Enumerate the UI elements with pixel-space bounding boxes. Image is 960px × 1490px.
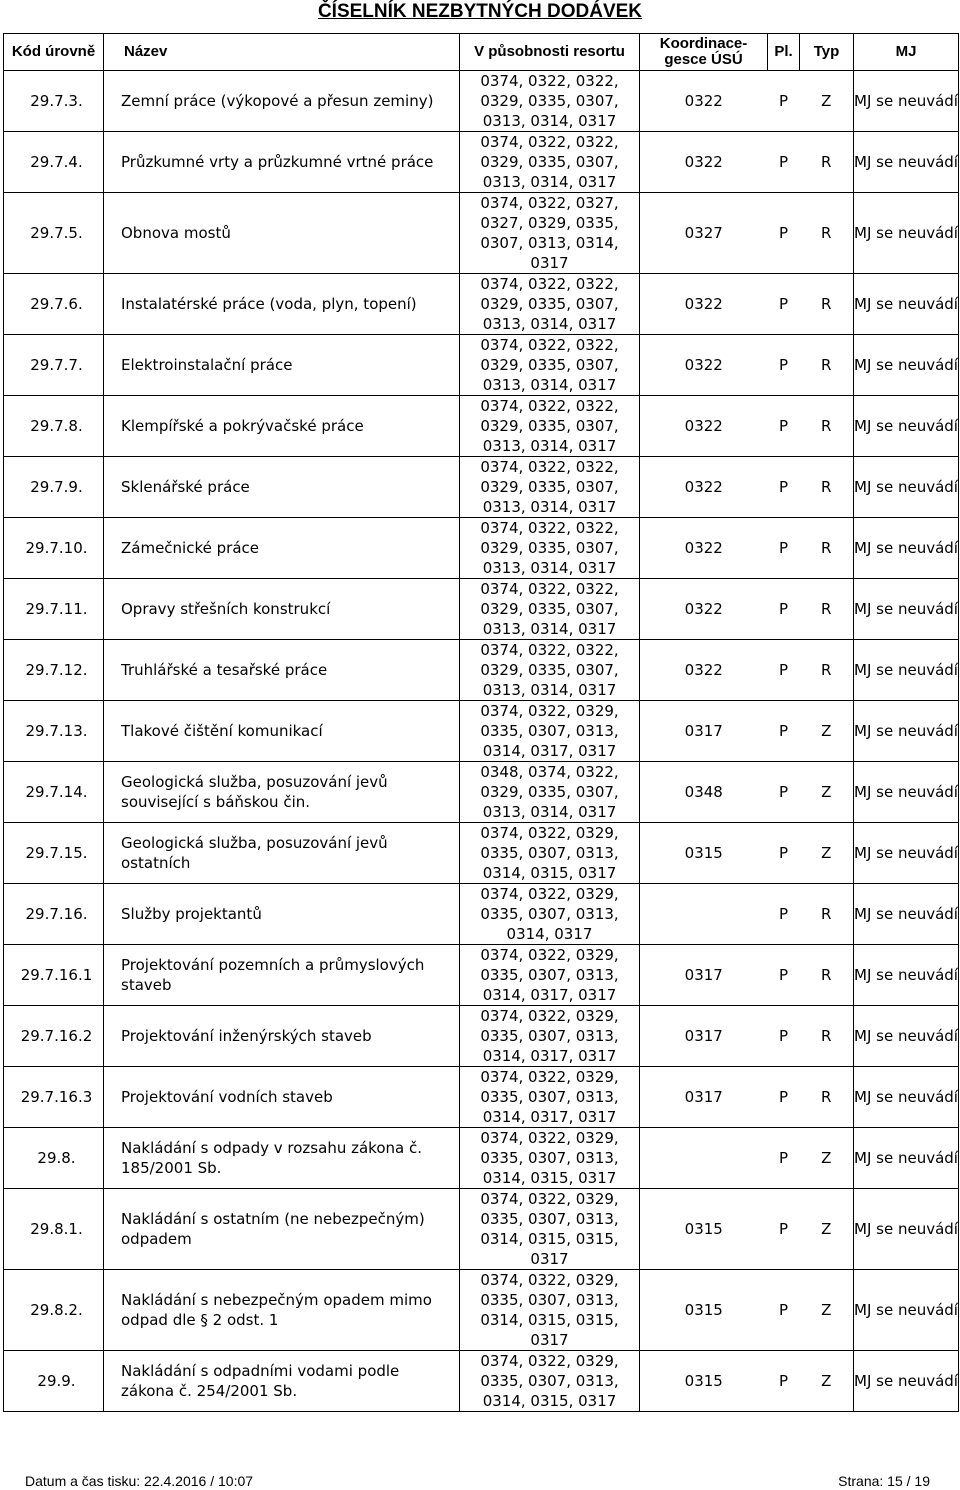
cell-typ: R [800,1006,854,1067]
cell-koordinace: 0315 [640,1351,768,1412]
supplies-table [3,33,959,1412]
cell-nazev: Klempířské a pokrývačské práce [104,396,460,457]
cell-mj: MJ se neuvádí [854,132,959,193]
cell-pl: P [768,823,800,884]
cell-pl: P [768,701,800,762]
cell-typ: R [800,193,854,274]
header-typ: Typ [800,34,854,71]
cell-mj: MJ se neuvádí [854,457,959,518]
cell-pl: P [768,71,800,132]
cell-resort: 0374, 0322, 0329, 0335, 0307, 0313, 0314, 0315, 0317 [460,1351,640,1412]
table-row [4,884,959,945]
cell-mj: MJ se neuvádí [854,884,959,945]
cell-pl: P [768,132,800,193]
cell-kod: 29.7.11. [4,579,104,640]
cell-koordinace: 0322 [640,579,768,640]
cell-pl: P [768,1351,800,1412]
cell-resort: 0348, 0374, 0322, 0329, 0335, 0307, 0313, 0314, 0317 [460,762,640,823]
cell-koordinace: 0327 [640,193,768,274]
cell-typ: R [800,640,854,701]
cell-resort: 0374, 0322, 0329, 0335, 0307, 0313, 0314, 0317 [460,884,640,945]
cell-typ: R [800,884,854,945]
cell-pl: P [768,193,800,274]
cell-typ: Z [800,1128,854,1189]
table-header-row [4,34,959,71]
cell-koordinace: 0322 [640,71,768,132]
cell-nazev: Průzkumné vrty a průzkumné vrtné práce [104,132,460,193]
cell-resort: 0374, 0322, 0322, 0329, 0335, 0307, 0313, 0314, 0317 [460,71,640,132]
cell-kod: 29.7.5. [4,193,104,274]
cell-kod: 29.7.16.3 [4,1067,104,1128]
cell-nazev: Projektování inženýrských staveb [104,1006,460,1067]
cell-kod: 29.7.14. [4,762,104,823]
cell-kod: 29.7.16.2 [4,1006,104,1067]
cell-mj: MJ se neuvádí [854,762,959,823]
cell-kod: 29.7.8. [4,396,104,457]
table-row [4,274,959,335]
table-row [4,701,959,762]
cell-nazev: Nakládání s odpady v rozsahu zákona č. 185/2001 Sb. [104,1128,460,1189]
cell-koordinace: 0322 [640,640,768,701]
cell-koordinace: 0322 [640,396,768,457]
cell-kod: 29.7.16. [4,884,104,945]
page-number: Strana: 15 / 19 [838,1473,930,1489]
cell-pl: P [768,335,800,396]
cell-resort: 0374, 0322, 0322, 0329, 0335, 0307, 0313, 0314, 0317 [460,640,640,701]
cell-typ: R [800,1067,854,1128]
cell-typ: Z [800,823,854,884]
cell-kod: 29.7.15. [4,823,104,884]
cell-pl: P [768,640,800,701]
cell-nazev: Geologická služba, posuzování jevů související s báňskou čin. [104,762,460,823]
cell-mj: MJ se neuvádí [854,193,959,274]
cell-resort: 0374, 0322, 0322, 0329, 0335, 0307, 0313, 0314, 0317 [460,457,640,518]
cell-nazev: Projektování vodních staveb [104,1067,460,1128]
table-row [4,396,959,457]
cell-nazev: Zámečnické práce [104,518,460,579]
cell-kod: 29.7.4. [4,132,104,193]
cell-kod: 29.9. [4,1351,104,1412]
cell-resort: 0374, 0322, 0322, 0329, 0335, 0307, 0313, 0314, 0317 [460,396,640,457]
cell-typ: R [800,457,854,518]
cell-koordinace: 0348 [640,762,768,823]
header-resort: V působnosti resortu [460,34,640,71]
cell-nazev: Sklenářské práce [104,457,460,518]
table-row [4,823,959,884]
cell-resort: 0374, 0322, 0329, 0335, 0307, 0313, 0314, 0317, 0317 [460,1006,640,1067]
print-datetime: Datum a čas tisku: 22.4.2016 / 10:07 [25,1473,254,1489]
cell-resort: 0374, 0322, 0329, 0335, 0307, 0313, 0314, 0315, 0315, 0317 [460,1270,640,1351]
cell-kod: 29.7.10. [4,518,104,579]
cell-nazev: Nakládání s nebezpečným opadem mimo odpad dle § 2 odst. 1 [104,1270,460,1351]
cell-nazev: Truhlářské a tesařské práce [104,640,460,701]
cell-koordinace: 0322 [640,518,768,579]
cell-resort: 0374, 0322, 0322, 0329, 0335, 0307, 0313, 0314, 0317 [460,335,640,396]
cell-typ: R [800,518,854,579]
cell-typ: Z [800,701,854,762]
cell-mj: MJ se neuvádí [854,1270,959,1351]
cell-typ: R [800,945,854,1006]
cell-kod: 29.8.1. [4,1189,104,1270]
cell-pl: P [768,457,800,518]
cell-nazev: Instalatérské práce (voda, plyn, topení) [104,274,460,335]
cell-koordinace: 0322 [640,132,768,193]
cell-kod: 29.8.2. [4,1270,104,1351]
table-row [4,1189,959,1270]
cell-koordinace: 0317 [640,1006,768,1067]
cell-pl: P [768,884,800,945]
cell-resort: 0374, 0322, 0329, 0335, 0307, 0313, 0314, 0317, 0317 [460,945,640,1006]
cell-nazev: Opravy střešních konstrukcí [104,579,460,640]
header-pl: Pl. [768,34,800,71]
table-row [4,335,959,396]
cell-nazev: Elektroinstalační práce [104,335,460,396]
cell-mj: MJ se neuvádí [854,1006,959,1067]
cell-pl: P [768,396,800,457]
cell-resort: 0374, 0322, 0322, 0329, 0335, 0307, 0313, 0314, 0317 [460,518,640,579]
cell-mj: MJ se neuvádí [854,518,959,579]
cell-nazev: Tlakové čištění komunikací [104,701,460,762]
cell-kod: 29.7.3. [4,71,104,132]
cell-mj: MJ se neuvádí [854,1067,959,1128]
cell-typ: Z [800,1351,854,1412]
cell-typ: Z [800,1189,854,1270]
cell-nazev: Nakládání s ostatním (ne nebezpečným) odpadem [104,1189,460,1270]
cell-kod: 29.7.9. [4,457,104,518]
cell-pl: P [768,762,800,823]
cell-typ: R [800,396,854,457]
header-koordinace: Koordinace-gesce ÚSÚ [640,34,768,71]
cell-koordinace: 0315 [640,1270,768,1351]
cell-nazev: Geologická služba, posuzování jevů ostatních [104,823,460,884]
cell-pl: P [768,1128,800,1189]
cell-resort: 0374, 0322, 0327, 0327, 0329, 0335, 0307, 0313, 0314, 0317 [460,193,640,274]
cell-mj: MJ se neuvádí [854,823,959,884]
cell-typ: Z [800,71,854,132]
cell-nazev: Služby projektantů [104,884,460,945]
table-row [4,762,959,823]
cell-pl: P [768,945,800,1006]
cell-resort: 0374, 0322, 0322, 0329, 0335, 0307, 0313, 0314, 0317 [460,132,640,193]
table-row [4,1006,959,1067]
cell-resort: 0374, 0322, 0329, 0335, 0307, 0313, 0314, 0315, 0315, 0317 [460,1189,640,1270]
table-row [4,1351,959,1412]
page-title: ČÍSELNÍK NEZBYTNÝCH DODÁVEK [317,1,643,22]
cell-mj: MJ se neuvádí [854,579,959,640]
cell-resort: 0374, 0322, 0329, 0335, 0307, 0313, 0314, 0317, 0317 [460,701,640,762]
cell-mj: MJ se neuvádí [854,945,959,1006]
header-kod: Kód úrovně [4,34,104,71]
cell-nazev: Zemní práce (výkopové a přesun zeminy) [104,71,460,132]
cell-mj: MJ se neuvádí [854,701,959,762]
cell-mj: MJ se neuvádí [854,274,959,335]
table-row [4,132,959,193]
table-row [4,945,959,1006]
cell-koordinace: 0322 [640,274,768,335]
table-row [4,1067,959,1128]
cell-koordinace: 0317 [640,1067,768,1128]
cell-mj: MJ se neuvádí [854,71,959,132]
cell-resort: 0374, 0322, 0329, 0335, 0307, 0313, 0314, 0315, 0317 [460,823,640,884]
cell-pl: P [768,579,800,640]
cell-resort: 0374, 0322, 0322, 0329, 0335, 0307, 0313, 0314, 0317 [460,274,640,335]
table-row [4,579,959,640]
cell-typ: Z [800,1270,854,1351]
cell-mj: MJ se neuvádí [854,1128,959,1189]
cell-mj: MJ se neuvádí [854,1351,959,1412]
cell-mj: MJ se neuvádí [854,396,959,457]
cell-kod: 29.7.13. [4,701,104,762]
cell-typ: Z [800,762,854,823]
cell-typ: R [800,132,854,193]
cell-resort: 0374, 0322, 0329, 0335, 0307, 0313, 0314, 0315, 0317 [460,1128,640,1189]
cell-mj: MJ se neuvádí [854,1189,959,1270]
cell-koordinace [640,884,768,945]
cell-kod: 29.7.6. [4,274,104,335]
cell-pl: P [768,1270,800,1351]
cell-pl: P [768,1067,800,1128]
cell-pl: P [768,1189,800,1270]
table-row [4,71,959,132]
cell-typ: R [800,579,854,640]
cell-koordinace: 0317 [640,701,768,762]
cell-pl: P [768,274,800,335]
table-row [4,640,959,701]
cell-koordinace: 0322 [640,335,768,396]
cell-typ: R [800,274,854,335]
cell-koordinace: 0322 [640,457,768,518]
cell-mj: MJ se neuvádí [854,640,959,701]
cell-koordinace [640,1128,768,1189]
cell-typ: R [800,335,854,396]
cell-kod: 29.7.7. [4,335,104,396]
cell-pl: P [768,518,800,579]
cell-koordinace: 0315 [640,1189,768,1270]
cell-mj: MJ se neuvádí [854,335,959,396]
cell-pl: P [768,1006,800,1067]
cell-nazev: Obnova mostů [104,193,460,274]
header-nazev: Název [104,34,460,71]
table-row [4,457,959,518]
table-row [4,193,959,274]
cell-nazev: Projektování pozemních a průmyslových staveb [104,945,460,1006]
table-row [4,1270,959,1351]
table-row [4,518,959,579]
cell-resort: 0374, 0322, 0329, 0335, 0307, 0313, 0314, 0317, 0317 [460,1067,640,1128]
cell-kod: 29.8. [4,1128,104,1189]
cell-koordinace: 0317 [640,945,768,1006]
cell-nazev: Nakládání s odpadními vodami podle zákona č. 254/2001 Sb. [104,1351,460,1412]
header-mj: MJ [854,34,959,71]
cell-koordinace: 0315 [640,823,768,884]
table-row [4,1128,959,1189]
cell-kod: 29.7.16.1 [4,945,104,1006]
cell-resort: 0374, 0322, 0322, 0329, 0335, 0307, 0313, 0314, 0317 [460,579,640,640]
cell-kod: 29.7.12. [4,640,104,701]
